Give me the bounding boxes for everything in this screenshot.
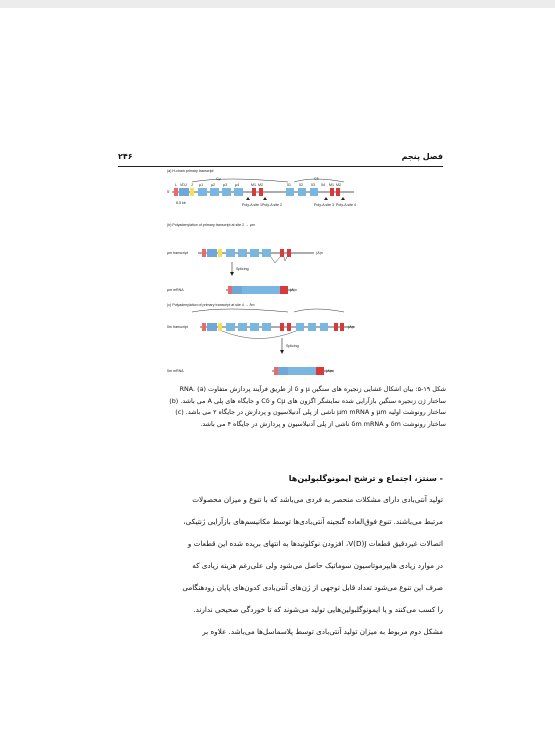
seg-a-l: L (175, 183, 177, 187)
seg-a-m2: M2 (258, 183, 263, 187)
section-heading: - سنتز، اجتماع و ترشح ایمونوگلبولین‌ها (288, 474, 443, 483)
site1: Poly-A site 1 (242, 203, 262, 207)
body-line: مرتبط می‌باشند. تنوع فوق‌العاده گنجینه آنتی‌بادی‌ها توسط مکانیسم‌های بازآرایی ژنتیکی، (183, 517, 443, 526)
site4: Poly-A site 4 (336, 203, 356, 207)
panel-b-title: (b) Polyadenylation of primary transcript at site 2 → μm (167, 223, 255, 227)
seg-a-d1: δ1 (287, 183, 291, 187)
seg-a-d3: δ3 (311, 183, 315, 187)
splicing-b: Splicing (236, 267, 249, 271)
delta-mrna-label: δm mRNA (167, 369, 184, 373)
seg-a-mu3: μ3 (223, 183, 228, 187)
panel-a-title: (a) H-chain primary transcript (167, 169, 214, 173)
figure-caption (116, 384, 446, 430)
site2: Poly-A site 2 (262, 203, 282, 207)
top-bar (0, 0, 555, 8)
seg-a-d4: δ4 (321, 183, 325, 187)
body-line: مشکل دوم مربوط به میزان تولید آنتی‌بادی توسط پلاسماسل‌ها می‌باشد. علاوه بر (202, 627, 443, 636)
delta-transcript-label: δm transcript (167, 325, 188, 329)
polya-b1: (A)n (316, 251, 323, 255)
mu-transcript-label: μm transcript (167, 251, 188, 255)
seg-a-mu2: μ2 (211, 183, 216, 187)
seg-a-m1b: M1 (329, 183, 334, 187)
gene-diagram (164, 166, 364, 381)
seg-a-mu1: μ1 (199, 183, 204, 187)
caption-line: شکل ۱۹-۵: بیان اشکال غشایی زنجیره های سنگین μ و δ از طریق فرآیند پردازش متفاوت RNA. (a) (179, 385, 446, 393)
seg-a-m1: M1 (251, 183, 256, 187)
body-line: در موارد زیادی هایپرموتاسیون سوماتیک حاصل می‌شود ولی علی‌رغم هزینه زیادی که (192, 561, 443, 570)
page-number: ۲۴۶ (118, 152, 133, 161)
site3: Poly-A site 3 (314, 203, 334, 207)
polya-b2: (A)n (290, 288, 297, 292)
seg-a-m2b: M2 (336, 183, 341, 187)
page-header (118, 150, 443, 167)
figure (164, 166, 364, 381)
cmu-label: Cμ (216, 177, 221, 181)
body-line: اتصالات غیردقیق قطعات V(D)J، افزودن نوکلوتیدها به انتهای بریده شده این قطعات و (187, 539, 443, 548)
panel-c-title: (c) Polyadenylation of primary transcript at site 4 → δm (167, 303, 255, 307)
splicing-c: Splicing (286, 344, 299, 348)
cdelta-label: Cδ (314, 177, 319, 181)
caption-line: ساختار رونوشت اولیه μm و μm mRNA ناشی از پلی آدنیلاسیون و پردازش در جایگاه ۲ می باشد. (c) (175, 408, 446, 416)
body-line: صرف این تنوع می‌شود تعداد قابل توجهی از ژن‌های آنتی‌بادی کدون‌های پایان زودهنگامی (182, 583, 443, 592)
chapter-title: فصل پنجم (401, 152, 443, 161)
caption-line: ساختار رونوشت δm و δm mRNA ناشی از پلی آدنیلاسیون و پردازش در جایگاه ۴ می باشد. (200, 419, 446, 428)
seg-a-vdj: VDJ (180, 183, 187, 187)
polya-c1: (A)n (348, 325, 355, 329)
caption-line: ساختار ژن زنجیره سنگین بازآرایی شده نمایشگر اگزون های Cμ و Cδ و جایگاه های پلی A می باشد. (b) (169, 396, 446, 405)
body-line: تولید آنتی‌بادی دارای مشکلات منحصر به فردی می‌باشد که با تنوع و میزان محصولات (192, 495, 443, 504)
seg-a-d2: δ2 (299, 183, 303, 187)
five-prime-a: 5' (167, 190, 170, 194)
seg-a-j: J (191, 183, 193, 187)
body-line: را کسب می‌کنند و یا ایمونوگلبولین‌هایی تولید می‌شوند که تا خوردگی صحیحی ندارند. (193, 605, 443, 614)
kb-label: 6.5 kb (176, 201, 186, 205)
seg-a-mu4: μ4 (235, 183, 240, 187)
polya-c2: (A)n (326, 369, 333, 373)
mu-mrna-label: μm mRNA (167, 288, 184, 292)
body-paragraph (118, 489, 443, 643)
